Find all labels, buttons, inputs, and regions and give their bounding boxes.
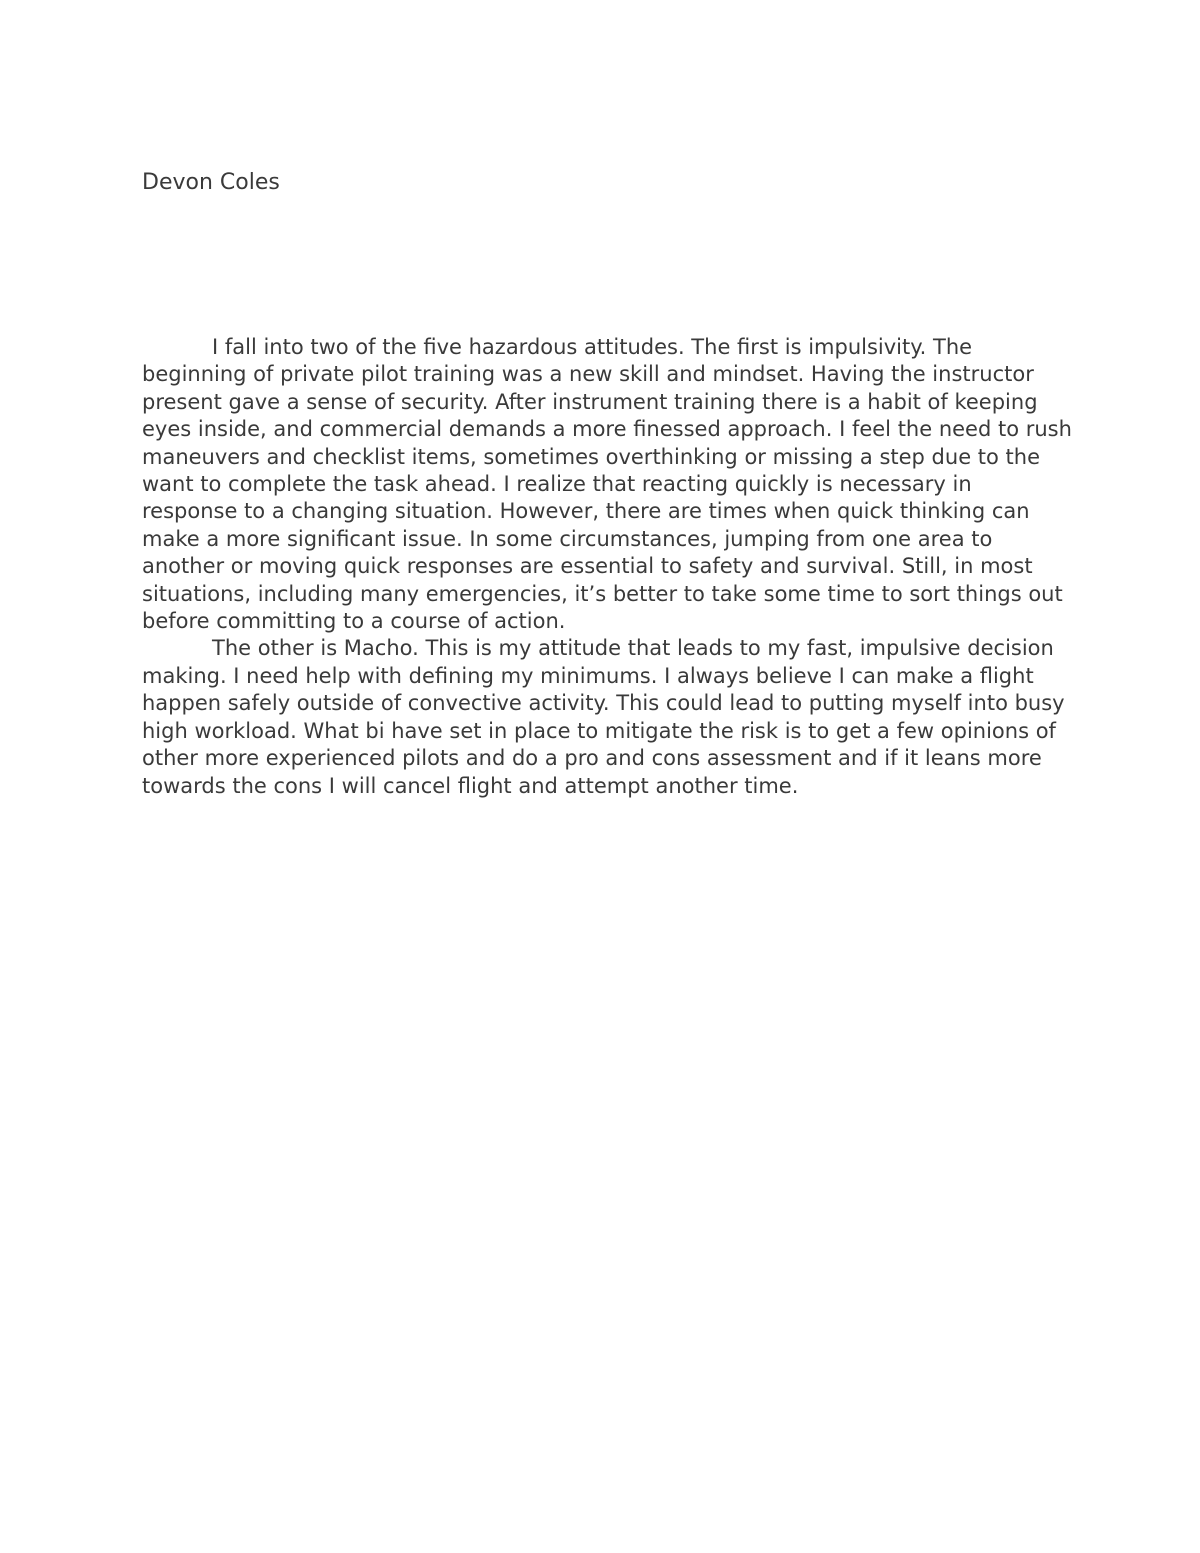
author-name: Devon Coles — [142, 170, 280, 195]
paragraph-impulsivity: I fall into two of the five hazardous attitudes. The first is impulsivity. The beginning of private pilot training was a new skill and mindset. Having the instructor present gave a sense of security. After instrument training there is a habit of keeping eyes inside, and commercial demands a more finessed approach. I feel the need to rush maneuvers and checklist items, sometimes overthinking or missing a step due to the want to complete the task ahead. I realize that reacting quickly is necessary in response to a changing situation. However, there are times when quick thinking can make a more significant issue. In some circumstances, jumping from one area to another or moving quick responses are essential to safety and survival. Still, in most situations, including many emergencies, it’s better to take some time to sort things out before committing to a course of action. — [142, 335, 1072, 634]
paragraph-macho: The other is Macho. This is my attitude that leads to my fast, impulsive decision making. I need help with defining my minimums. I always believe I can make a flight happen safely outside of convective activity. This could lead to putting myself into busy high workload. What bi have set in place to mitigate the risk is to get a few opinions of other more experienced pilots and do a pro and cons assessment and if it leans more towards the cons I will cancel flight and attempt another time. — [142, 636, 1065, 798]
essay-body — [142, 334, 1072, 800]
